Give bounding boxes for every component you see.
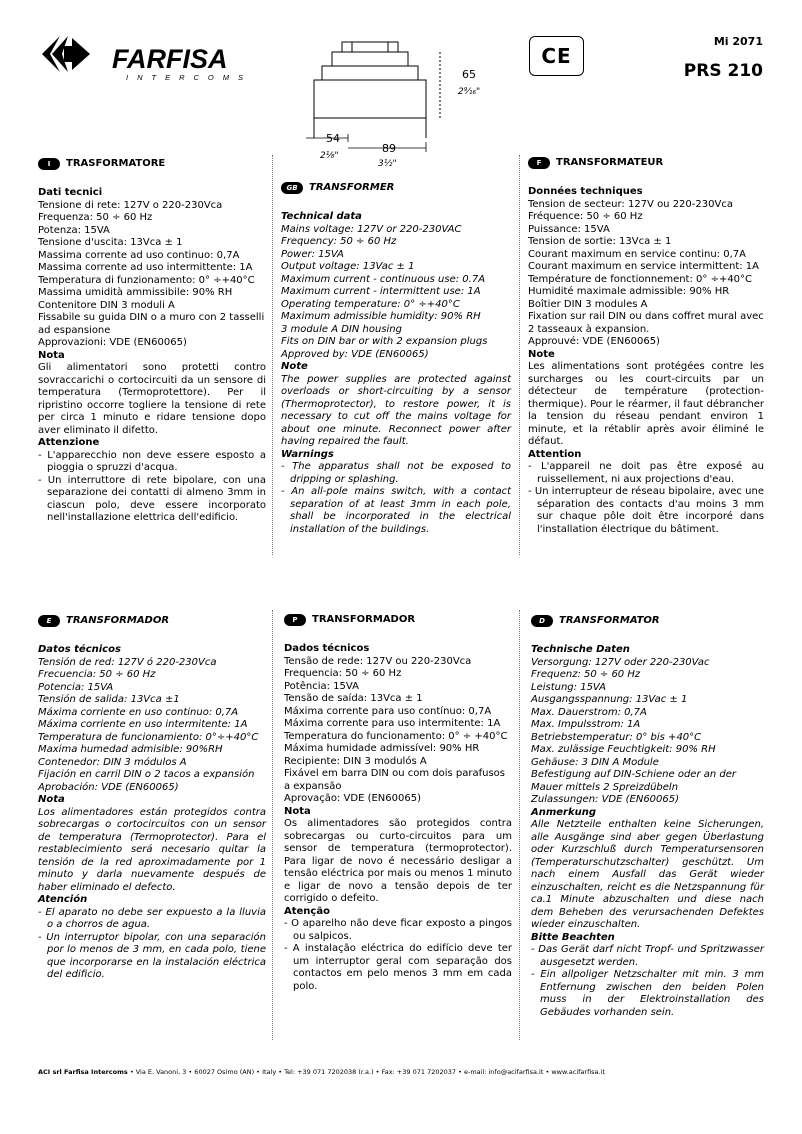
- tech-data-line: Température de fonctionnement: 0° ÷+40°C: [528, 273, 753, 285]
- dimension-drawing: [300, 38, 510, 178]
- column-divider: [272, 610, 273, 1040]
- tech-data-line: Contenedor: DIN 3 módulos A: [38, 756, 187, 768]
- tech-data-line: Fijación en carril DIN o 2 tacos a expansión: [38, 769, 255, 780]
- section-body: [528, 186, 764, 536]
- dim-height-in: 2⁹⁄₁₆": [458, 87, 481, 97]
- tech-data-line: Maximum current - continuous use: 0.7A: [281, 273, 486, 285]
- language-badge: P: [284, 614, 306, 626]
- note-text: Alle Netzteile enthalten keine Sicherungen, alle Ausgänge sind aber gegen Überlastung oder Kurzschluß durch Temperatursensoren (Temperaturschutzschalter) geschützt. Um nach einem Ausfall das Gerät wieder einzuschalten, reicht es die Netzspannung für ca.1 Minute abzuschalten und diese nach dem Beheben des verursachenden Defektes wieder einzuschalten.: [531, 819, 764, 930]
- section-fr: [528, 156, 764, 536]
- section-body: [38, 644, 266, 982]
- column-divider: [519, 155, 520, 555]
- warning-title: Attention: [528, 448, 582, 460]
- section-title: TRANSFORMADOR: [66, 614, 170, 626]
- tech-data-line: Gehäuse: 3 DIN A Module: [531, 756, 659, 768]
- warning-item: - O aparelho não deve ficar exposto a pingos ou salpicos.: [284, 918, 512, 942]
- dim-width-in: 3¹⁄₂": [378, 159, 397, 169]
- dim-width-mm: 89: [382, 142, 396, 155]
- warning-item: - Un interruptor bipolar, con una separación por lo menos de 3 mm, en cada polo, tiene que incorporarse en la instalación eléctrica del edificio.: [38, 931, 266, 980]
- section-header: [284, 613, 512, 627]
- tech-data-line: Max. zulässige Feuchtigkeit: 90% RH: [531, 744, 716, 755]
- tech-data-line: Output voltage: 13Vac ± 1: [281, 261, 415, 272]
- tech-data-line: Tensión de salida: 13Vca ±1: [38, 694, 180, 705]
- tech-data-line: Frequencia: 50 ÷ 60 Hz: [284, 668, 402, 679]
- tech-data-line: Frecuencia: 50 ÷ 60 Hz: [38, 669, 156, 680]
- tech-data-line: Tensão de saída: 13Vca ± 1: [284, 693, 423, 704]
- section-header: [38, 157, 266, 171]
- tech-data-line: Versorgung: 127V oder 220-230Vac: [531, 656, 710, 668]
- section-it: [38, 157, 266, 525]
- warning-title: Attenzione: [38, 437, 100, 448]
- warning-item: - Un interruttore di rete bipolare, con una separazione dei contatti di almeno 3mm in ciascun polo, deve essere incorporato nell'installazione elettrica dell'edificio.: [38, 474, 266, 523]
- dim-height-mm: 65: [462, 68, 476, 81]
- tech-data-line: Fits on DIN bar or with 2 expansion plugs: [281, 336, 488, 347]
- tech-data-line: Fixation sur rail DIN ou dans coffret mural avec 2 tasseaux à expansion.: [528, 311, 764, 335]
- tech-data-title: Datos técnicos: [38, 644, 121, 655]
- tech-data-line: Temperatura de funcionamiento: 0°÷+40°C: [38, 731, 259, 743]
- tech-data-line: Tensión de red: 127V ó 220-230Vca: [38, 656, 217, 668]
- tech-data-line: Leistung: 15VA: [531, 681, 606, 693]
- note-title: Nota: [38, 349, 65, 361]
- tech-data-line: Potenza: 15VA: [38, 224, 110, 236]
- tech-data-line: Mains voltage: 127V or 220-230VAC: [281, 223, 462, 235]
- tech-data-line: Max. Impulsstrom: 1A: [531, 719, 641, 730]
- tech-data-line: Máxima corriente en uso continuo: 0,7A: [38, 706, 239, 718]
- tech-data-line: Operating temperature: 0° ÷+40°C: [281, 298, 460, 310]
- tech-data-line: Tension de secteur: 127V ou 220-230Vca: [528, 198, 733, 210]
- footer-details: • Via E. Vanoni, 3 • 60027 Osimo (AN) • Italy • Tel: +39 071 7202038 (r.a.) • Fax: +39 071 7202037 • e-mail: info@acifarfisa.it • www.acifarfisa.it: [127, 1068, 605, 1076]
- tech-data-line: Puissance: 15VA: [528, 223, 610, 235]
- tech-data-line: Massima corrente ad uso continuo: 0,7A: [38, 249, 240, 261]
- section-es: [38, 614, 266, 982]
- tech-data-line: Tensione d'uscita: 13Vca ± 1: [38, 237, 183, 248]
- dim-depth-mm: 54: [326, 132, 340, 145]
- section-header: [531, 614, 764, 628]
- section-body: [281, 211, 511, 536]
- tech-data-title: Dados técnicos: [284, 643, 370, 654]
- warning-item: - The apparatus shall not be exposed to dripping or splashing.: [281, 461, 511, 485]
- section-body: [284, 643, 512, 993]
- section-body: [531, 644, 764, 1019]
- tech-data-title: Technical data: [281, 211, 362, 222]
- tech-data-line: Befestigung auf DIN-Schiene oder an der Mauer mittels 2 Spreizdübeln: [531, 769, 736, 793]
- tech-data-line: Fixável em barra DIN ou com dois parafusos a expansão: [284, 768, 506, 792]
- language-badge: E: [38, 615, 60, 627]
- brand-name: FARFISA: [112, 44, 228, 74]
- language-badge: GB: [281, 182, 303, 194]
- warning-title: Atención: [38, 894, 88, 905]
- tech-data-line: Approuvé: VDE (EN60065): [528, 336, 660, 347]
- tech-data-line: Frequency: 50 ÷ 60 Hz: [281, 236, 397, 247]
- warning-item: - Das Gerät darf nicht Tropf- und Spritzwasser ausgesetzt werden.: [531, 944, 764, 968]
- section-gb: [281, 181, 511, 536]
- tech-data-line: Humidité maximale admissible: 90% HR: [528, 286, 730, 297]
- warning-title: Bitte Beachten: [531, 931, 615, 943]
- section-de: [531, 614, 764, 1019]
- section-body: [38, 187, 266, 525]
- tech-data-line: Approvazioni: VDE (EN60065): [38, 337, 187, 348]
- tech-data-line: Courant maximum en service intermittent: 1A: [528, 261, 759, 272]
- tech-data-line: Massima corrente ad uso intermittente: 1A: [38, 262, 253, 273]
- note-text: Les alimentations sont protégées contre les surcharges ou les court-circuits par un détecteur de température (protection-thermique). Pour le réarmer, il faut débrancher la tension du réseau pendant environ 1 minute, et la rétablir après avoir éliminé le défaut.: [528, 361, 764, 447]
- section-title: TRASFORMATORE: [66, 157, 166, 169]
- tech-data-line: Ausgangsspannung: 13Vac ± 1: [531, 694, 688, 705]
- warning-item: - Un interrupteur de réseau bipolaire, avec une séparation des contacts d'au moins 3 mm sur chaque pôle doit être incorporé dans l'installation électrique du bâtiment.: [528, 486, 764, 535]
- section-title: TRANSFORMADOR: [312, 613, 416, 625]
- tech-data-line: Power: 15VA: [281, 248, 344, 260]
- document-code: Mi 2071: [713, 35, 763, 48]
- section-pt: [284, 613, 512, 993]
- tech-data-line: Máxima corrente para uso intermitente: 1A: [284, 718, 501, 729]
- tech-data-line: 3 module A DIN housing: [281, 323, 402, 335]
- tech-data-line: Fissabile su guida DIN o a muro con 2 tasselli ad espansione: [38, 312, 265, 336]
- warning-item: - L'appareil ne doit pas être exposé au ruissellement, ni aux projections d'eau.: [528, 461, 764, 485]
- section-header: [38, 614, 266, 628]
- tech-data-line: Approved by: VDE (EN60065): [281, 348, 429, 360]
- warning-item: - Ein allpoliger Netzschalter mit min. 3 mm Entfernung zwischen den beiden Polen muss in der Elektroinstallation des Gebäudes vorhanden sein.: [531, 969, 764, 1018]
- tech-data-line: Maxima humedad admisible: 90%RH: [38, 744, 223, 755]
- brand-subtitle: INTERCOMS: [126, 73, 252, 82]
- note-title: Note: [528, 348, 555, 360]
- ce-mark: CE: [529, 36, 584, 76]
- tech-data-title: Technische Daten: [531, 644, 630, 655]
- tech-data-line: Potencia: 15VA: [38, 681, 114, 693]
- language-badge: I: [38, 158, 60, 170]
- section-header: [528, 156, 764, 170]
- tech-data-title: Données techniques: [528, 186, 643, 197]
- warning-item: - L'apparecchio non deve essere esposto a pioggia o spruzzi d'acqua.: [38, 449, 266, 473]
- note-title: Anmerkung: [531, 806, 597, 818]
- section-title: TRANSFORMATOR: [559, 614, 660, 626]
- tech-data-line: Fréquence: 50 ÷ 60 Hz: [528, 211, 643, 222]
- tech-data-line: Temperatura do funcionamento: 0° ÷ +40°C: [284, 730, 508, 742]
- note-text: The power supplies are protected against overloads or short-circuiting by a sensor (Thermoprotector), to restore power, it is necessary to cut off the mains voltage for about one minute. Reconnect power after having repaired the fault.: [281, 373, 511, 447]
- language-badge: F: [528, 157, 550, 169]
- section-title: TRANSFORMER: [309, 181, 395, 193]
- tech-data-line: Courant maximum en service continu: 0,7A: [528, 248, 746, 260]
- farfisa-logo-mark: [38, 34, 268, 90]
- tech-data-line: Tensão de rede: 127V ou 220-230Vca: [284, 655, 472, 667]
- tech-data-line: Aprovação: VDE (EN60065): [284, 793, 421, 804]
- note-title: Note: [281, 361, 308, 372]
- section-title: TRANSFORMATEUR: [556, 156, 664, 168]
- tech-data-line: Tension de sortie: 13Vca ± 1: [528, 236, 672, 247]
- tech-data-title: Dati tecnici: [38, 187, 103, 198]
- tech-data-line: Recipiente: DIN 3 modulós A: [284, 755, 427, 767]
- tech-data-line: Tensione di rete: 127V o 220-230Vca: [38, 199, 223, 211]
- note-text: Gli alimentatori sono protetti contro sovraccarichi o cortocircuiti da un sensore di temperatura (Termoprotettore). Per il ripristino occorre togliere la tensione di rete per circa 1 minuto e ridare tensione dopo aver eliminato il difetto.: [38, 362, 266, 436]
- tech-data-line: Máxima corriente en uso intermitente: 1A: [38, 719, 248, 730]
- tech-data-line: Frequenz: 50 ÷ 60 Hz: [531, 669, 641, 680]
- tech-data-line: Zulassungen: VDE (EN60065): [531, 794, 680, 805]
- note-text: Os alimentadores são protegidos contra sobrecargas ou curto-circuitos para um sensor de temperatura (termoprotector). Para ligar de novo é necessário desligar a tensão eléctrica por mais ou menos 1 minuto e ligar de novo a tensão depois de ter corrigido o defeito.: [284, 818, 512, 904]
- footer-company: ACI srl Farfisa Intercoms: [38, 1068, 128, 1076]
- warning-item: - El aparato no debe ser expuesto a la lluvia o a chorros de agua.: [38, 906, 266, 930]
- tech-data-line: Massima umidità ammissibile: 90% RH: [38, 287, 233, 298]
- tech-data-line: Maximum admissible humidity: 90% RH: [281, 311, 481, 322]
- tech-data-line: Boîtier DIN 3 modules A: [528, 298, 648, 310]
- note-text: Los alimentadores están protegidos contra sobrecargas o cortocircuitos con un sensor de temperatura (Termoprotector). Para el restablecimiento será necesario quitar la tensión de la red aproximadamente por 1 minuto y darla nuevamente después de haber eliminado el defecto.: [38, 806, 266, 893]
- model-number: PRS 210: [683, 61, 763, 81]
- column-divider: [519, 610, 520, 1040]
- tech-data-line: Betriebstemperatur: 0° bis +40°C: [531, 731, 702, 743]
- tech-data-line: Frequenza: 50 ÷ 60 Hz: [38, 212, 153, 223]
- tech-data-line: Potência: 15VA: [284, 680, 359, 692]
- footer: [38, 1068, 778, 1077]
- warning-item: - An all-pole mains switch, with a contact separation of at least 3mm in each pole, shall be incorporated in the electrical installation of the buildings.: [281, 486, 511, 535]
- warning-title: Warnings: [281, 448, 334, 460]
- section-header: [281, 181, 511, 195]
- note-title: Nota: [38, 794, 65, 805]
- tech-data-line: Temperatura di funzionamento: 0° ÷+40°C: [38, 274, 255, 286]
- tech-data-line: Max. Dauerstrom: 0,7A: [531, 706, 647, 718]
- column-divider: [272, 155, 273, 555]
- note-title: Nota: [284, 805, 311, 817]
- tech-data-line: Máxima humidade admissível: 90% HR: [284, 743, 480, 754]
- language-badge: D: [531, 615, 553, 627]
- tech-data-line: Aprobación: VDE (EN60065): [38, 781, 179, 793]
- warning-item: - A instalação eléctrica do edifício deve ter um interruptor geral com separação dos contactos em pelo menos 3 mm em cada polo.: [284, 943, 512, 992]
- dim-depth-in: 2¹⁄₈": [320, 151, 339, 161]
- warning-title: Atenção: [284, 905, 330, 917]
- tech-data-line: Maximum current - intermittent use: 1A: [281, 286, 481, 297]
- tech-data-line: Máxima corrente para uso contínuo: 0,7A: [284, 705, 492, 717]
- tech-data-line: Contenitore DIN 3 moduli A: [38, 299, 175, 311]
- farfisa-logo: [38, 34, 268, 90]
